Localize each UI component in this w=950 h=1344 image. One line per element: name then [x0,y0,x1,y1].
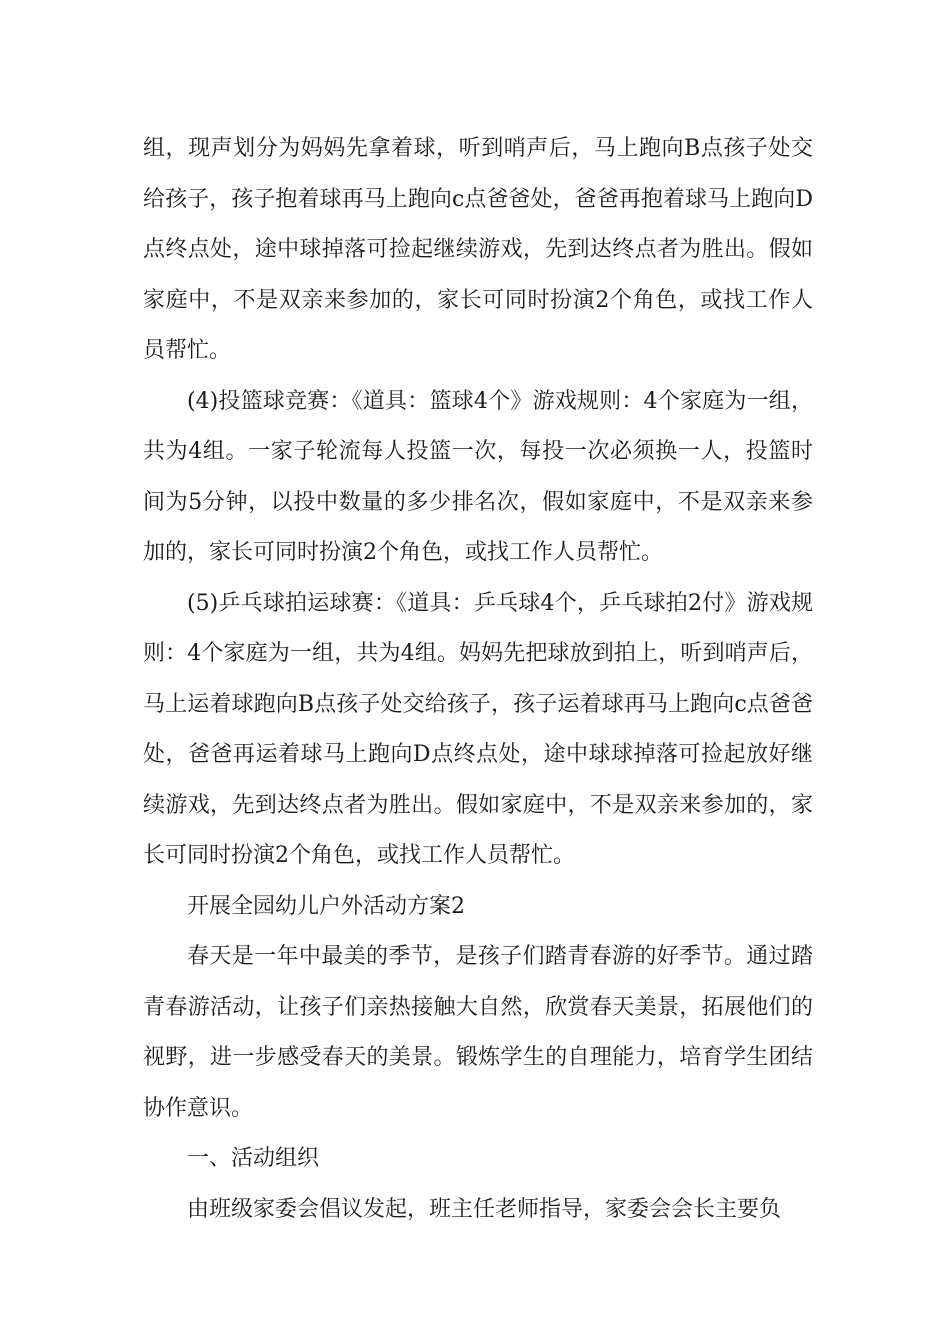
section-heading-activity-organization: 一、活动组织 [187,1146,320,1171]
section-title-plan-2: 开展全园幼儿户外活动方案2 [187,893,465,919]
paragraph-basketball-contest: (4)投篮球竞赛：《道具：篮球4个》游戏规则：4个家庭为一组，共为4组。一家子轮流每人投篮一次，每投一次必须换一人，投篮时间为5分钟，以投中数量的多少排名次，假如家庭中，不是双亲来参加的，家长可同时扮演2个角色，或找工作人员帮忙。 [143,388,813,565]
paragraph-pingpong-relay: (5)乒乓球拍运球赛：《道具：乒乓球4个，乒乓球拍2付》游戏规则：4个家庭为一组，共为4组。妈妈先把球放到拍上，听到哨声后，马上运着球跑向B点孩子处交给孩子，孩子运着球再马上跑向c点爸爸处，爸爸再运着球马上跑向D点终点处，途中球球掉落可捡起放好继续游戏，先到达终点者为胜出。假如家庭中，不是双亲来参加的，家长可同时扮演2个角色，或找工作人员帮忙。 [143,590,813,868]
paragraph-spring-outing-intro: 春天是一年中最美的季节，是孩子们踏青春游的好季节。通过踏青春游活动，让孩子们亲热接触大自然，欣赏春天美景，拓展他们的视野，进一步感受春天的美景。锻炼学生的自理能力，培育学生团结协作意识。 [143,944,813,1121]
paragraph-organization-details: 由班级家委会倡议发起，班主任老师指导，家委会会长主要负 [187,1196,782,1222]
paragraph-game-rules-continued: 组，现声划分为妈妈先拿着球，听到哨声后，马上跑向B点孩子处交给孩子，孩子抱着球再马上跑向c点爸爸处，爸爸再抱着球马上跑向D点终点处，途中球掉落可捡起继续游戏，先到达终点者为胜出。假如家庭中，不是双亲来参加的，家长可同时扮演2个角色，或找工作人员帮忙。 [143,136,813,363]
document-body [143,124,813,1235]
